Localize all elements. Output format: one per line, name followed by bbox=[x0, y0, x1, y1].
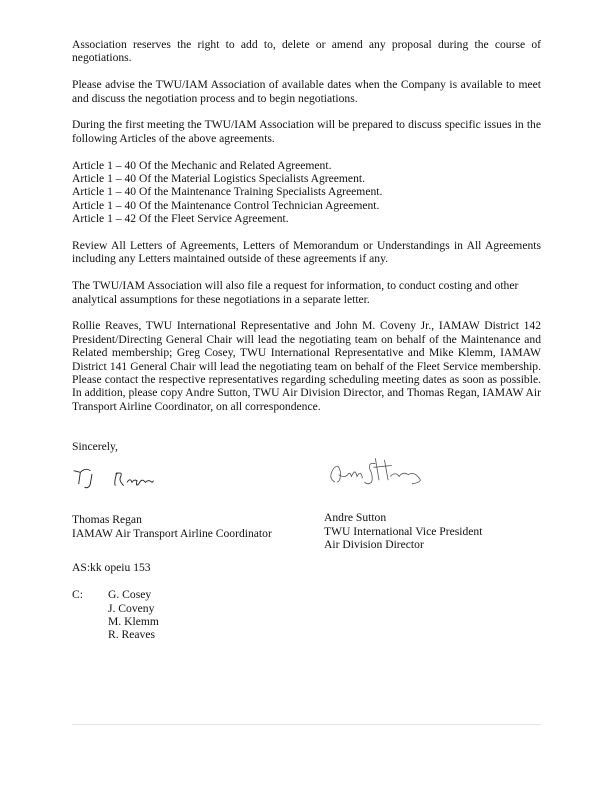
cc-name: J. Coveny bbox=[108, 601, 155, 615]
article-item: Article 1 – 40 Of the Material Logistics Specialists Agreement. bbox=[72, 172, 365, 186]
letter-body bbox=[72, 38, 541, 642]
cc-label: C: bbox=[72, 588, 83, 602]
reference-initials: AS:kk opeiu 153 bbox=[72, 561, 151, 575]
paragraph-information-request: The TWU/IAM Association will also file a request for information, to conduct costing and other analytical assumptions for these negotiations in a separate letter. bbox=[72, 279, 519, 306]
signatory-title2-right: Air Division Director bbox=[324, 538, 424, 552]
footer-divider bbox=[72, 724, 541, 725]
paragraph-first-meeting: During the first meeting the TWU/IAM Association will be prepared to discuss specific issues in the following Articles of the above agreements. bbox=[72, 118, 541, 145]
signatory-title-right: TWU International Vice President bbox=[324, 524, 483, 538]
signatory-name-right: Andre Sutton bbox=[324, 511, 387, 525]
paragraph-proposal-rights: Association reserves the right to add to, delete or amend any proposal during the course of negotiations. bbox=[72, 38, 541, 65]
signature-block bbox=[72, 453, 541, 553]
cc-list bbox=[72, 588, 541, 642]
closing-salutation: Sincerely, bbox=[72, 440, 118, 454]
article-item: Article 1 – 40 Of the Maintenance Control Technician Agreement. bbox=[72, 198, 380, 212]
signatory-right bbox=[324, 453, 544, 551]
signatory-name-left: Thomas Regan bbox=[72, 513, 142, 527]
articles-list bbox=[72, 159, 541, 226]
signatory-title-left: IAMAW Air Transport Airline Coordinator bbox=[72, 526, 272, 540]
cc-name: M. Klemm bbox=[108, 615, 159, 629]
signatory-left bbox=[72, 453, 312, 540]
cc-name: R. Reaves bbox=[108, 628, 156, 642]
article-item: Article 1 – 40 Of the Mechanic and Related Agreement. bbox=[72, 158, 332, 172]
article-item: Article 1 – 40 Of the Maintenance Training Specialists Agreement. bbox=[72, 185, 383, 199]
paragraph-negotiating-team: Rollie Reaves, TWU International Representative and John M. Coveny Jr., IAMAW District 142 President/Directing General Chair will lead the negotiating team on behalf of the Maintenance and Related membership; Greg Cosey, TWU International Representative and Mike Klemm, IAMAW District 141 General Chair will lead the negotiating team on behalf of the Fleet Service membership. Please contact the respective representatives regarding scheduling meeting dates as soon as possible. In addition, please copy Andre Sutton, TWU Air Division Director, and Thomas Regan, IAMAW Air Transport Airline Coordinator, on all correspondence. bbox=[72, 319, 541, 413]
article-item: Article 1 – 42 Of the Fleet Service Agreement. bbox=[72, 212, 289, 226]
signature-regan bbox=[72, 455, 172, 503]
paragraph-letters-review: Review All Letters of Agreements, Letters of Memorandum or Understandings in All Agreements including any Letters maintained outside of these agreements if any. bbox=[72, 239, 541, 266]
paragraph-advise-dates: Please advise the TWU/IAM Association of available dates when the Company is available to meet and discuss the negotiation process and to begin negotiations. bbox=[72, 78, 541, 105]
signature-sutton bbox=[324, 447, 434, 495]
cc-name: G. Cosey bbox=[108, 588, 152, 602]
